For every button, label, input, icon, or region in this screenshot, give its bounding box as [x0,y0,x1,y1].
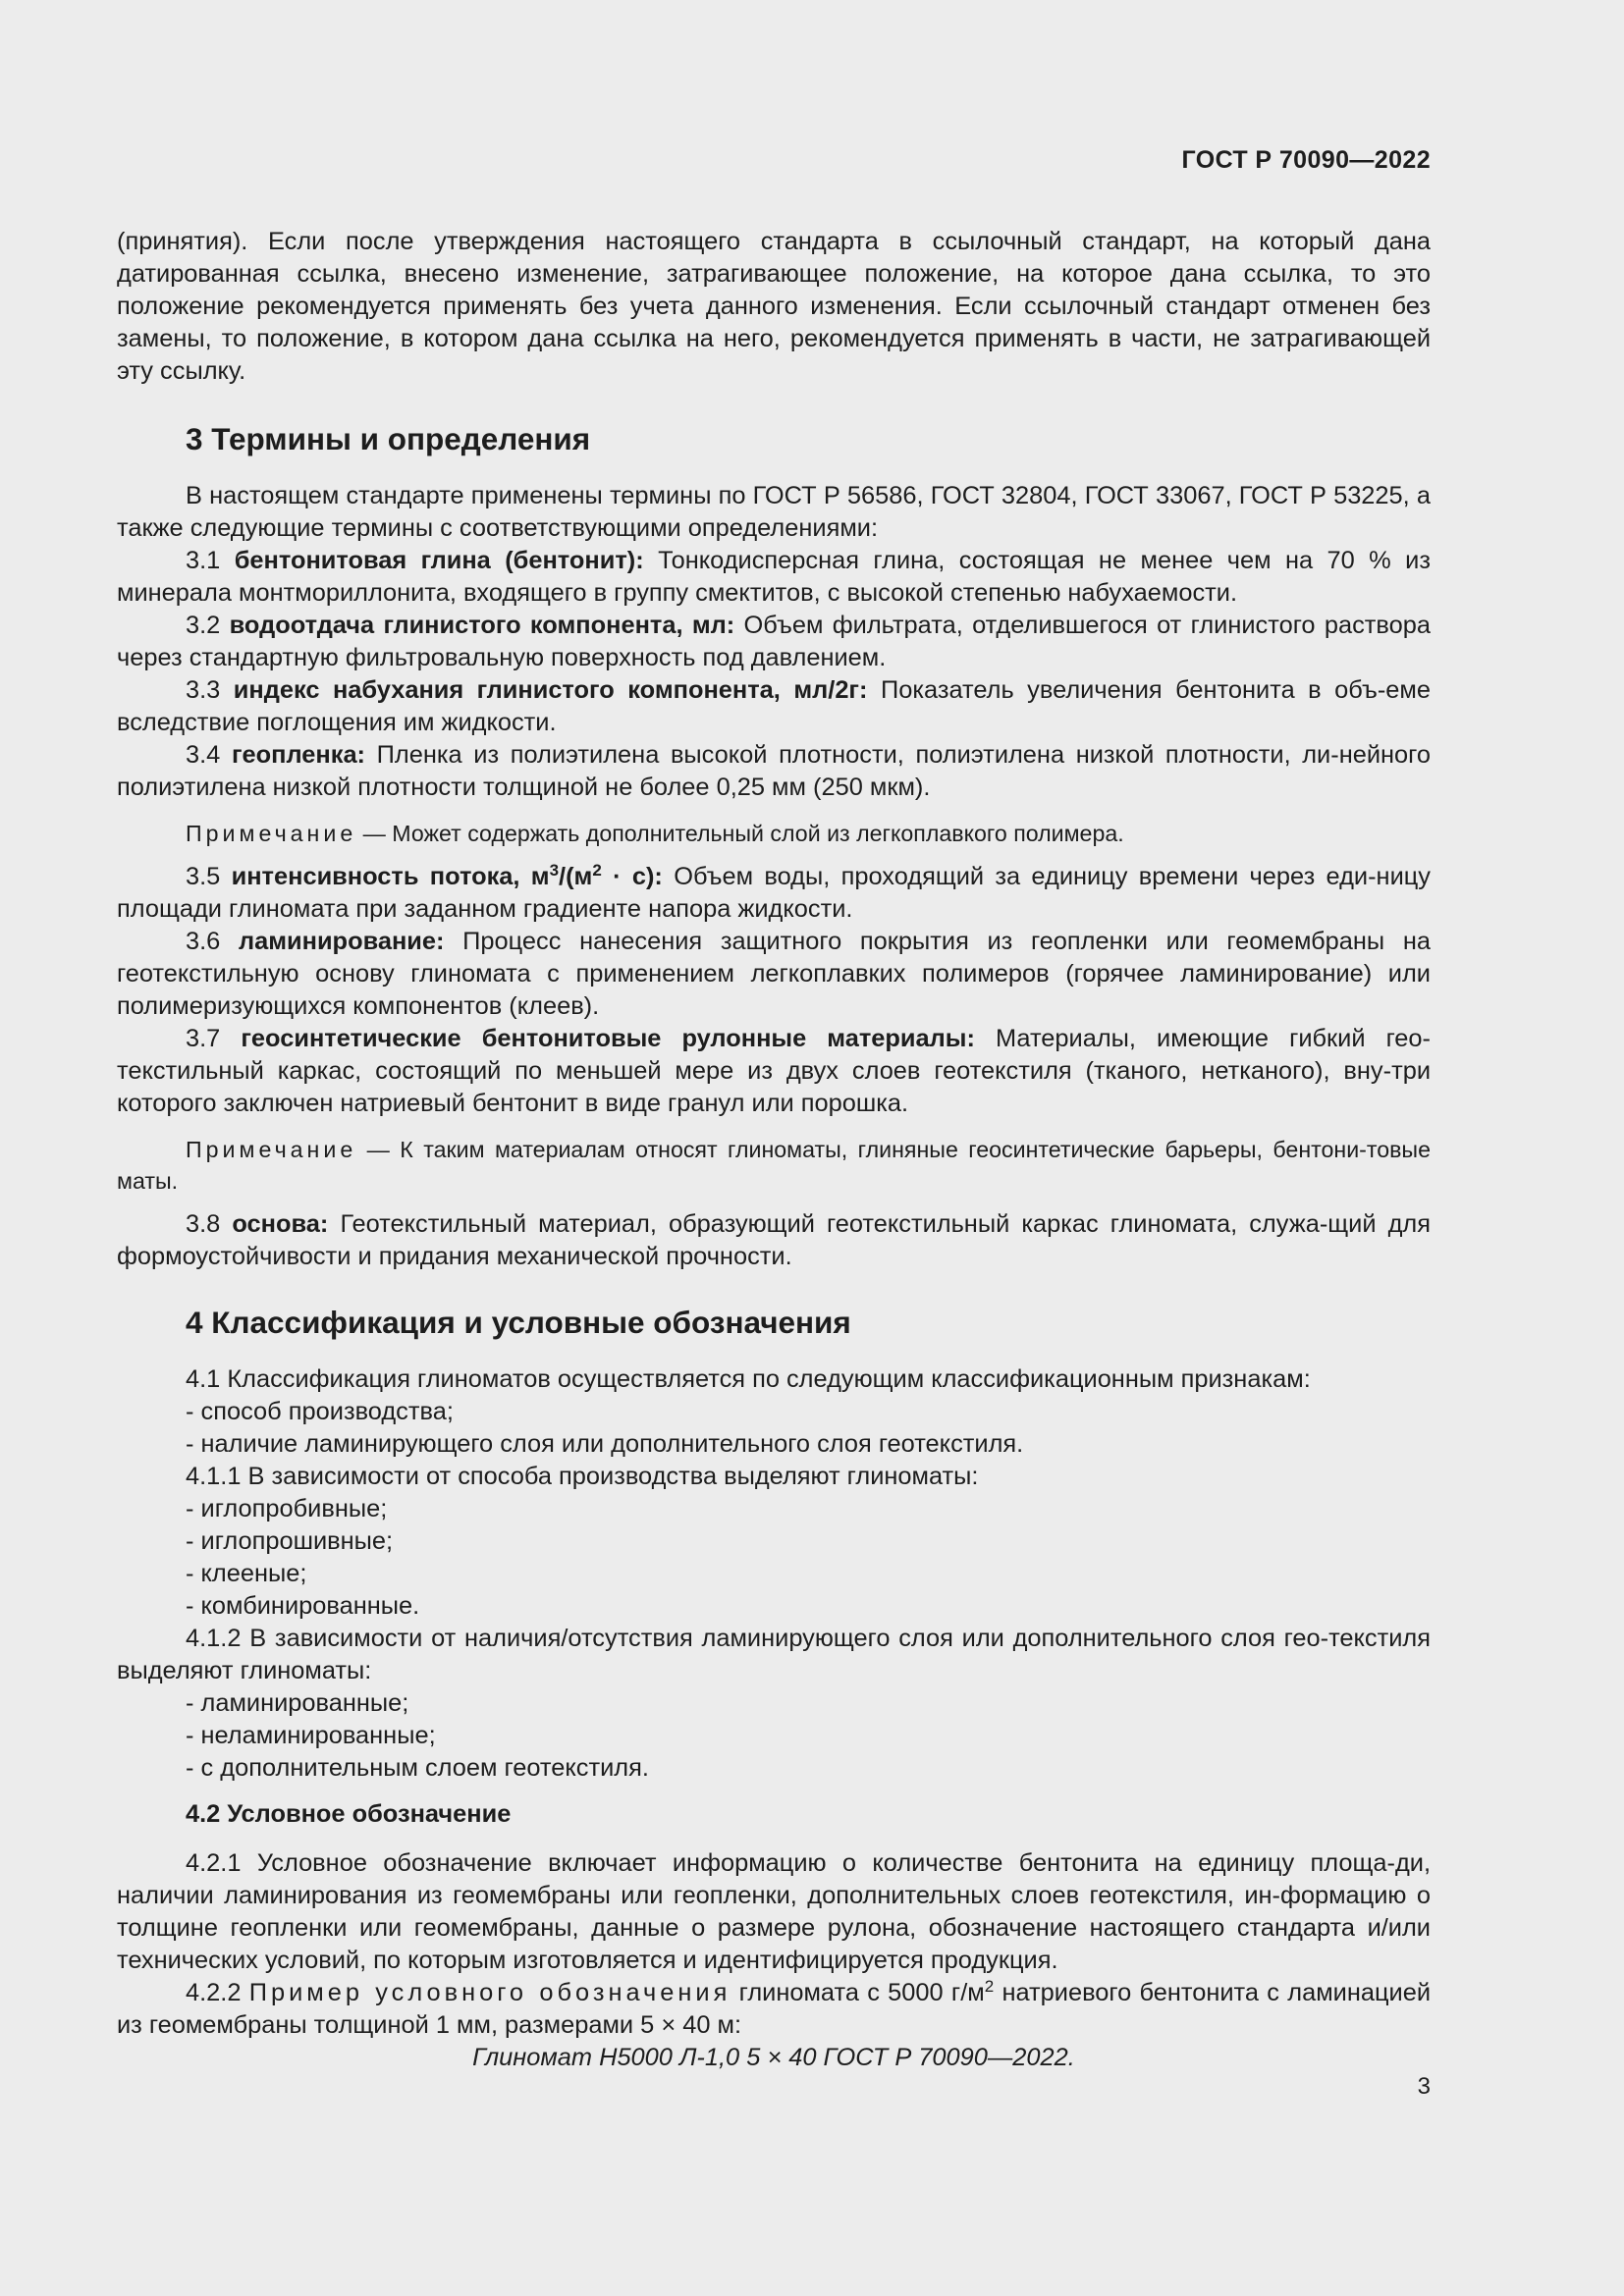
term-3-7 [117,1023,1431,1120]
note-3-4 [117,818,1431,849]
term-number: 3.3 [186,676,234,704]
term-number: 3.4 [186,741,232,769]
designation-example: Глиномат Н5000 Л-1,0 5 × 40 ГОСТ Р 70090—2022. [472,2044,1075,2071]
term-name: геосинтетические бентонитовые рулонные материалы: [241,1025,975,1052]
term-name: водоотдача глинистого компонента, мл: [229,612,735,639]
list-item: - ламинированные; [186,1689,409,1717]
note-label: Примечание [186,821,357,846]
list-item: - неламинированные; [186,1722,436,1749]
section-3-heading: 3 Термины и определения [186,421,591,456]
term-number: 3.7 [186,1025,242,1052]
page-number: 3 [1417,2073,1431,2100]
clause-4-1: 4.1 Классификация глиноматов осуществляется по следующим классификационным признакам: [186,1365,1311,1393]
term-number: 3.5 [186,863,232,890]
clause-number: 4.2.2 [186,1979,249,2006]
note-3-7 [117,1134,1431,1197]
term-3-8 [117,1208,1431,1273]
list-4-1-1 [117,1493,1431,1623]
term-definition: Материалы, имеющие гибкий гео-текстильный каркас, состоящий по меньшей мере из двух слоев геотекстиля (тканого, нетканого), вну-три которого заключен натриевый бентонит в виде гранул или порошка. [117,1025,1431,1117]
page-content [117,0,1431,2074]
clause-text: глиномата с 5000 г/м [731,1979,985,2006]
term-name: геопленка: [231,741,366,769]
list-item: - комбинированные. [186,1592,420,1620]
term-name: бентонитовая глина (бентонит): [234,547,644,574]
term-name [232,863,663,890]
list-item: - иглопрошивные; [186,1527,394,1555]
term-number: 3.6 [186,928,239,955]
term-definition: Показатель увеличения бентонита в объ-еме вследствие поглощения им жидкости. [117,676,1431,736]
list-item: - способ производства; [186,1398,454,1425]
note-text: — Может содержать дополнительный слой из легкоплавкого полимера. [356,821,1124,846]
clause-text: натриевого бентонита с ламинацией из геомембраны толщиной 1 мм, размерами 5 × 40 м: [117,1979,1432,2039]
term-3-3 [117,674,1431,739]
superscript: 2 [592,861,602,880]
term-number: 3.8 [186,1210,233,1238]
term-definition: Тонкодисперсная глина, состоящая не менее чем на 70 % из минерала монтмориллонита, входящего в группу смектитов, с высокой степенью набухаемости. [117,547,1431,607]
section-3-lead: В настоящем стандарте применены термины по ГОСТ Р 56586, ГОСТ 32804, ГОСТ 33067, ГОСТ Р 53225, а также следующие термины с соответствующими определениями: [117,482,1431,542]
term-name: индекс набухания глинистого компонента, мл/2г: [233,676,868,704]
clause-4-2-1: 4.2.1 Условное обозначение включает информацию о количестве бентонита на единицу площа-ди, наличии ламинирования из геомембраны или геопленки, дополнительных слоев геотекстиля, ин-формацию о толщине геопленки или геомембраны, данные о размере рулона, обозначение настоящего стандарта и/или технических условий, по которым изготовляется и идентифицируется продукция. [117,1849,1431,1974]
document-header: ГОСТ Р 70090—2022 [1181,146,1431,174]
intro-paragraph: (принятия). Если после утверждения настоящего стандарта в ссылочный стандарт, на который дана датированная ссылка, внесено изменение, затрагивающее положение, на которое дана ссылка, то это положение рекомендуется применять без учета данного изменения. Если ссылочный стандарт отменен без замены, то положение, в котором дана ссылка на него, рекомендуется применять в части, не затрагивающей эту ссылку. [117,228,1431,385]
term-3-4 [117,739,1431,804]
list-item: - иглопробивные; [186,1495,388,1522]
spaced-label: Пример условного обозначения [248,1979,731,2006]
list-item: - клееные; [186,1560,307,1587]
term-name: основа: [232,1210,329,1238]
term-3-2 [117,610,1431,674]
term-number: 3.2 [186,612,230,639]
term-name: ламинирование: [238,928,445,955]
superscript: 2 [984,1977,995,1996]
term-definition: Пленка из полиэтилена высокой плотности, полиэтилена низкой плотности, ли-нейного полиэтилена низкой плотности толщиной не более 0,25 мм (250 мкм). [117,741,1431,801]
clause-4-2-2 [117,1977,1431,2042]
term-definition: Объем воды, проходящий за единицу времени через еди-ницу площади глиномата при заданном градиенте напора жидкости. [117,863,1431,923]
note-text: — К таким материалам относят глиноматы, глиняные геосинтетические барьеры, бентони-товые маты. [117,1137,1431,1194]
term-part: интенсивность потока, м [231,863,550,890]
term-3-1 [117,545,1431,610]
clause-4-1-2: 4.1.2 В зависимости от наличия/отсутствия ламинирующего слоя или дополнительного слоя гео-текстиля выделяют глиноматы: [117,1625,1431,1684]
term-number: 3.1 [186,547,235,574]
term-definition: Объем фильтрата, отделившегося от глинистого раствора через стандартную фильтровальную поверхность под давлением. [117,612,1431,671]
section-4-heading: 4 Классификация и условные обозначения [186,1305,851,1340]
clause-4-1-1: 4.1.1 В зависимости от способа производства выделяют глиноматы: [186,1463,979,1490]
note-label: Примечание [186,1137,357,1162]
term-definition: Процесс нанесения защитного покрытия из геопленки или геомембраны на геотекстильную основу глиномата с применением легкоплавких полимеров (горячее ламинирование) или полимеризующихся компонентов (клеев). [117,928,1431,1020]
term-3-6 [117,926,1431,1023]
term-3-5 [117,861,1431,926]
list-4-1 [117,1396,1431,1461]
list-item: - наличие ламинирующего слоя или дополнительного слоя геотекстиля. [186,1430,1024,1458]
list-4-1-2 [117,1687,1431,1785]
term-part: · с): [601,863,663,890]
term-part: /(м [559,863,593,890]
superscript: 3 [549,861,560,880]
list-item: - с дополнительным слоем геотекстиля. [186,1754,649,1782]
term-definition: Геотекстильный материал, образующий геотекстильный каркас глиномата, служа-щий для формоустойчивости и придания механической прочности. [117,1210,1431,1270]
subsection-4-2-heading: 4.2 Условное обозначение [186,1800,512,1828]
